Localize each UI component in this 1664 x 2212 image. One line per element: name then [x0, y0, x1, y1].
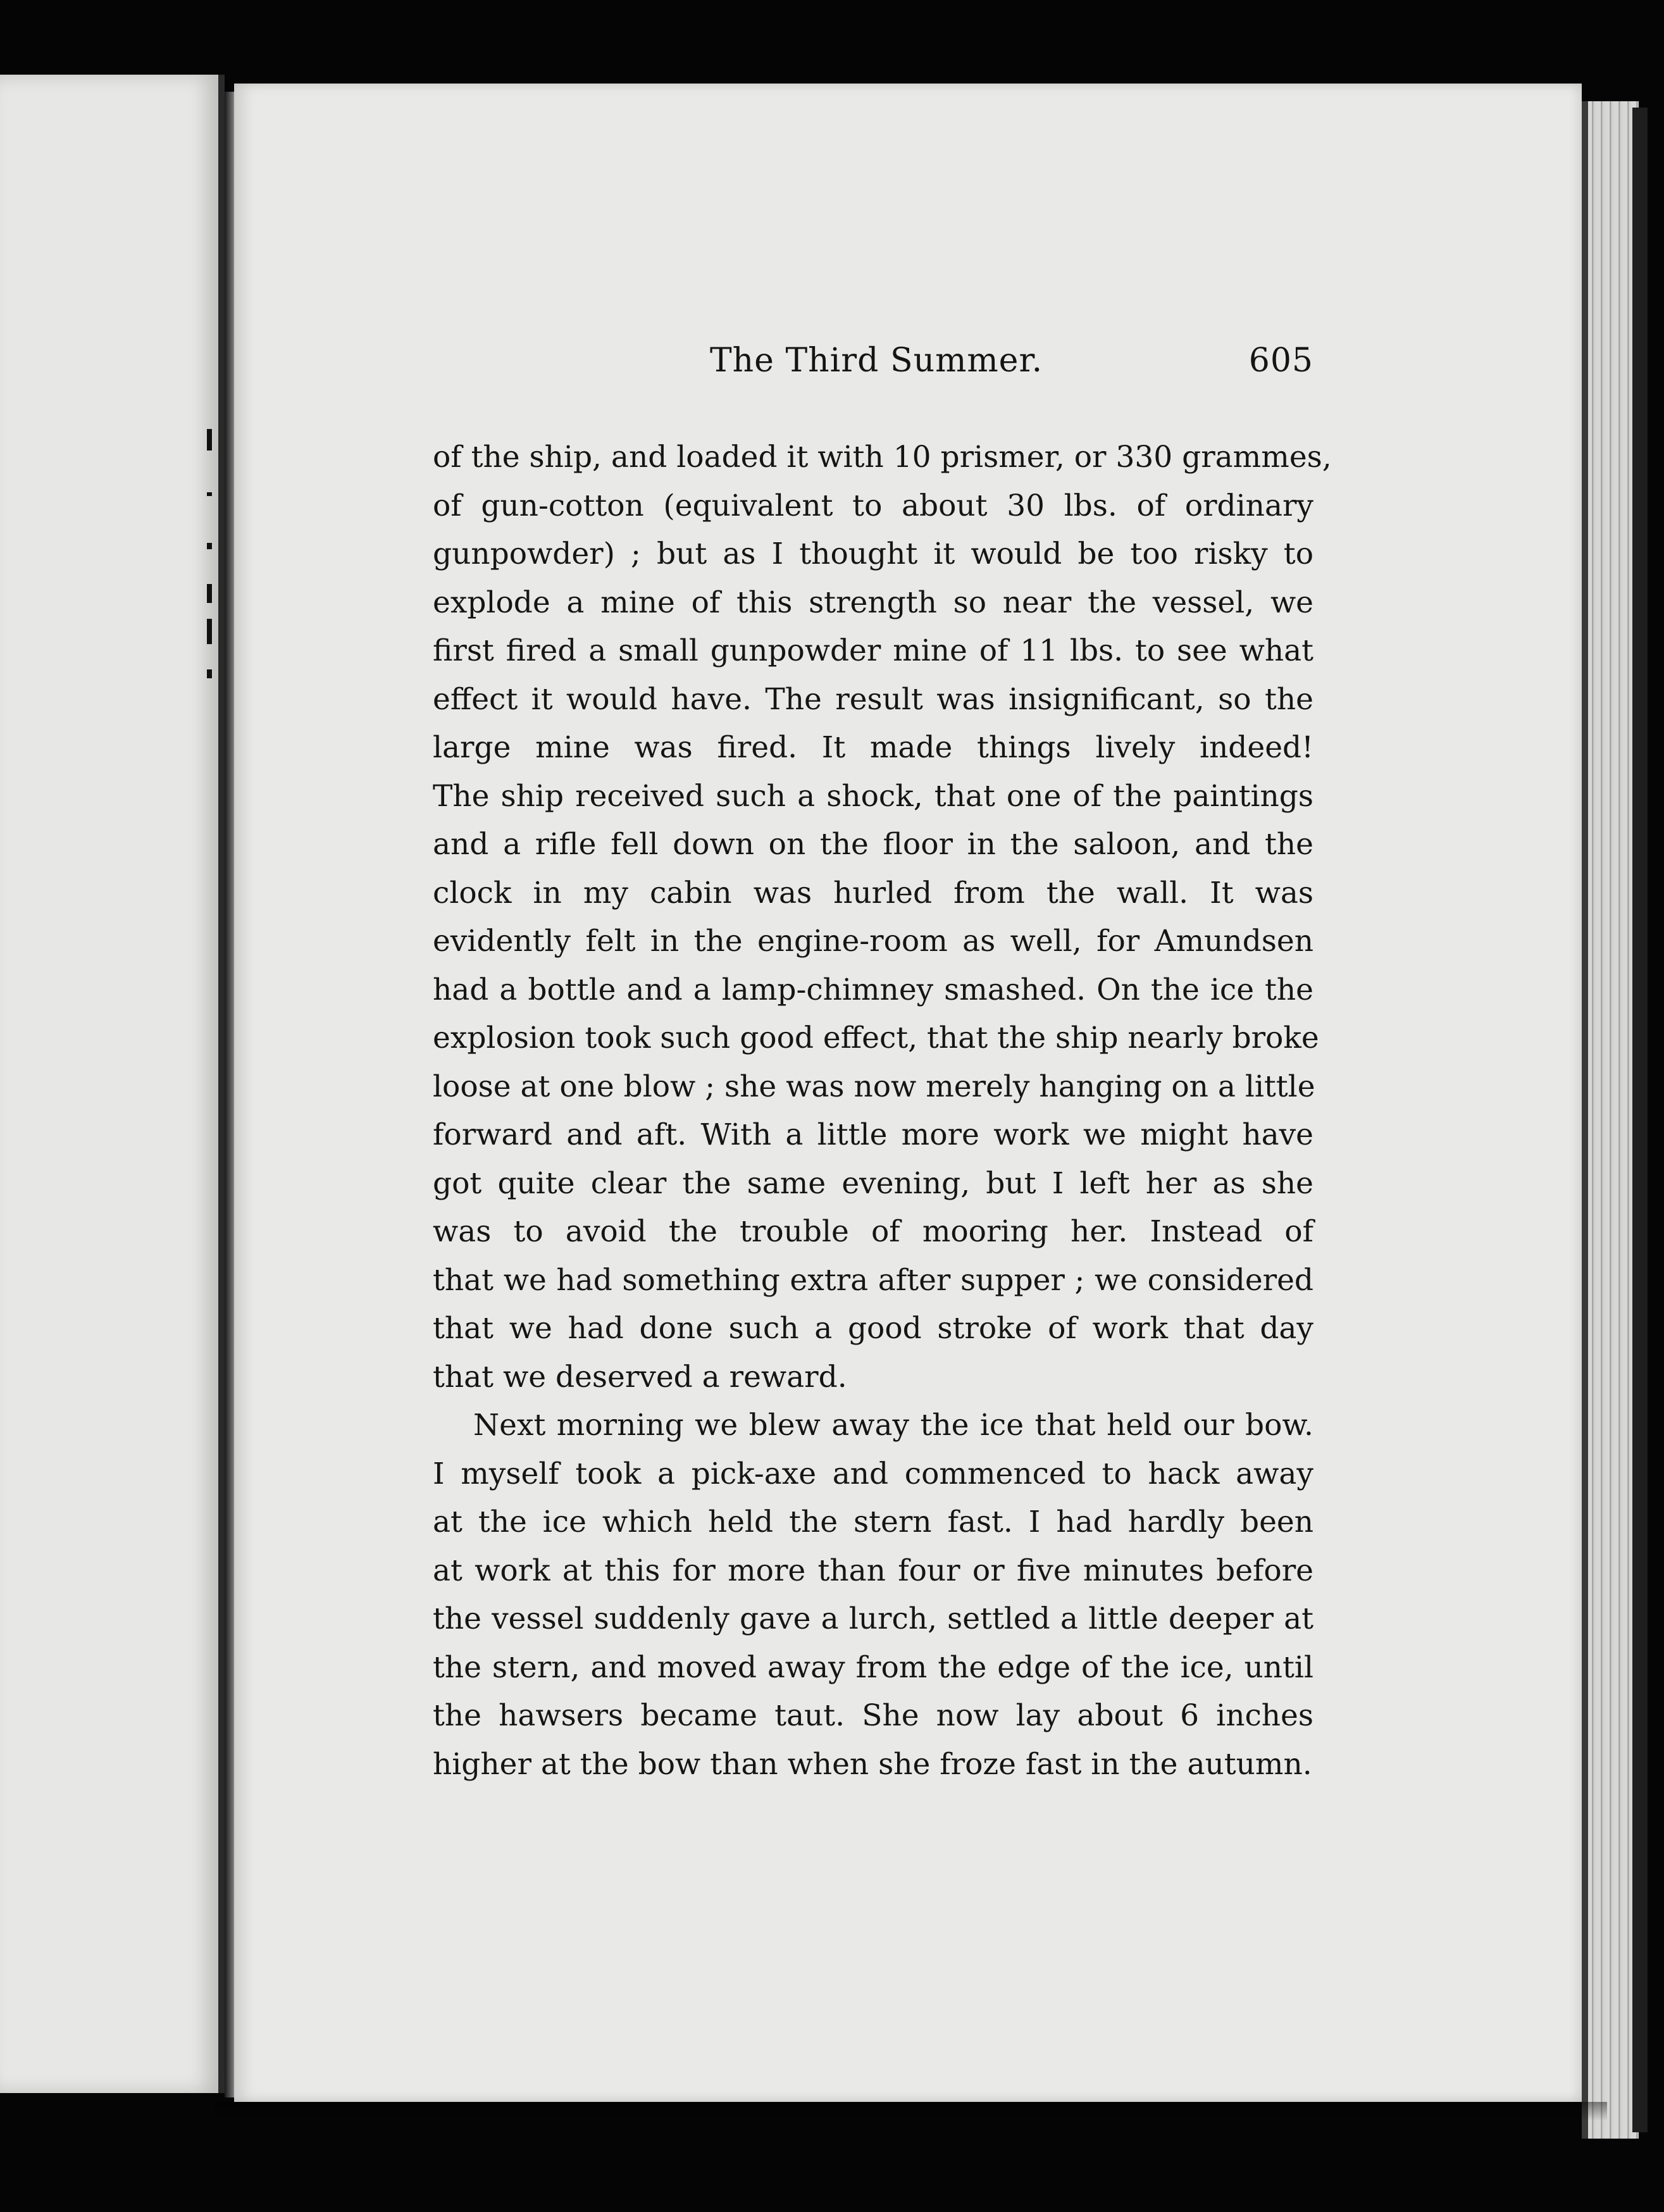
text-line: the vessel suddenly gave a lurch, settled a little deeper at: [433, 1601, 1313, 1636]
text-line: had a bottle and a lamp-chimney smashed. On the ice the: [433, 972, 1313, 1007]
text-line: explosion took such good effect, that the ship nearly broke: [433, 1021, 1319, 1055]
text-line: first fired a small gunpowder mine of 11 lbs. to see what: [433, 633, 1313, 668]
text-line: that we had something extra after supper ; we considered: [433, 1262, 1313, 1298]
text-line: effect it would have. The result was insignificant, so the: [433, 681, 1313, 717]
text-line: and a rifle fell down on the floor in the saloon, and the: [433, 827, 1313, 862]
text-line: got quite clear the same evening, but I left her as she: [433, 1165, 1313, 1201]
text-line: loose at one blow ; she was now merely hanging on a little: [433, 1069, 1315, 1104]
text-line: clock in my cabin was hurled from the wall. It was: [433, 875, 1313, 910]
text-line: forward and aft. With a little more work we might have: [433, 1117, 1313, 1152]
text-line: evidently felt in the engine-room as well, for Amundsen: [433, 924, 1313, 959]
running-head-title: The Third Summer.: [710, 342, 1043, 380]
left-page-text-edge: [187, 416, 212, 771]
text-line: was to avoid the trouble of mooring her. Instead of: [433, 1214, 1313, 1249]
page-bottom-shadow: [215, 2102, 1607, 2121]
text-line: explode a mine of this strength so near the vessel, we: [433, 585, 1313, 620]
text-line: Next morning we blew away the ice that held our bow.: [473, 1408, 1313, 1443]
text-line: the hawsers became taut. She now lay about 6 inches: [433, 1698, 1313, 1733]
running-head: [433, 342, 1313, 392]
text-line: at the ice which held the stern fast. I had hardly been: [433, 1505, 1313, 1539]
book-cover-edge: [1632, 108, 1648, 2132]
text-line: that we deserved a reward.: [433, 1359, 847, 1395]
page-fore-edge: [1582, 101, 1639, 2139]
left-facing-page: [0, 75, 225, 2093]
text-line: The ship received such a shock, that one of the paintings: [433, 778, 1313, 814]
text-line: I myself took a pick-axe and commenced to hack away: [433, 1456, 1313, 1491]
text-line: gunpowder) ; but as I thought it would be too risky to: [433, 537, 1313, 571]
paragraph: [433, 433, 1332, 1401]
text-line: higher at the bow than when she froze fast in the autumn.: [433, 1746, 1312, 1782]
body-text: [433, 433, 1332, 1789]
text-line: of the ship, and loaded it with 10 prismer, or 330 grammes,: [433, 440, 1332, 475]
text-line: that we had done such a good stroke of work that day: [433, 1311, 1313, 1346]
text-line: at work at this for more than four or five minutes before: [433, 1553, 1313, 1588]
text-line: of gun-cotton (equivalent to about 30 lbs. of ordinary: [433, 488, 1313, 523]
text-line: large mine was fired. It made things lively indeed!: [433, 730, 1313, 765]
page-number: 605: [1248, 342, 1313, 380]
paragraph: [433, 1401, 1313, 1789]
text-line: the stern, and moved away from the edge of the ice, until: [433, 1650, 1313, 1685]
